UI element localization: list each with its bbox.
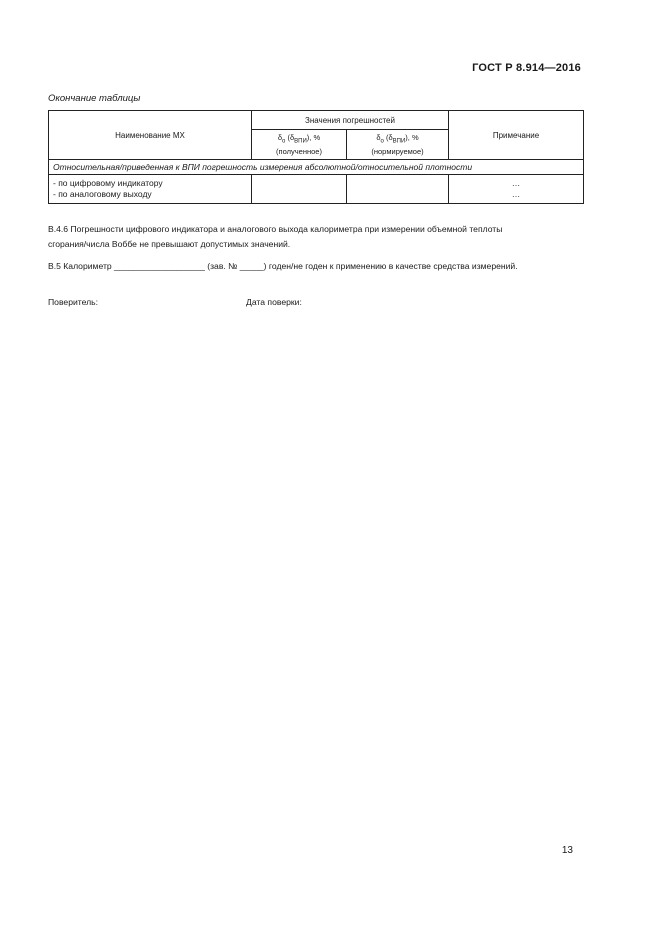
header-obtained: $\delta_о$ $(\delta_{ВПИ})$, % (полученное) [252, 130, 347, 160]
page-number: 13 [561, 845, 573, 856]
date-label: Дата поверки: [246, 297, 302, 307]
header-obtained-label: (полученное) [276, 146, 322, 156]
row-note-analog: … [511, 189, 521, 199]
row-notes [449, 175, 584, 204]
cell-obtained [252, 175, 347, 204]
paragraph-b46-line2: сгорания/числа Воббе не превышают допустимых значений. [48, 239, 291, 249]
header-normalized-label: (нормируемое) [371, 146, 424, 156]
cell-normalized [347, 175, 449, 204]
mx-table [48, 110, 584, 204]
table-row [49, 175, 584, 204]
row-names [49, 175, 252, 204]
header-note: Примечание [449, 111, 584, 160]
section-title: Относительная/приведенная к ВПИ погрешность измерения абсолютной/относительной плотности [49, 160, 584, 175]
row-name-digital: - по цифровому индикатору [53, 178, 163, 188]
table-caption: Окончание таблицы [48, 93, 141, 104]
document-id: ГОСТ Р 8.914—2016 [472, 62, 581, 74]
paragraph-b46-line1: В.4.6 Погрешности цифрового индикатора и аналогового выхода калориметра при измерении объемной теплоты [48, 224, 503, 234]
header-normalized: $\delta_о$ $(\delta_{ВПИ})$, % (нормируемое) [347, 130, 449, 160]
paragraph-b46 [48, 222, 588, 252]
verifier-label: Поверитель: [48, 297, 98, 307]
header-name: Наименование МХ [49, 111, 252, 160]
row-name-analog: - по аналоговому выходу [53, 189, 152, 199]
paragraph-b5: В.5 Калориметр ___________________ (зав. № _____) годен/не годен к применению в качестве средства измерений. [48, 261, 518, 271]
header-values-group: Значения погрешностей [252, 111, 449, 130]
row-note-digital: … [511, 178, 521, 188]
